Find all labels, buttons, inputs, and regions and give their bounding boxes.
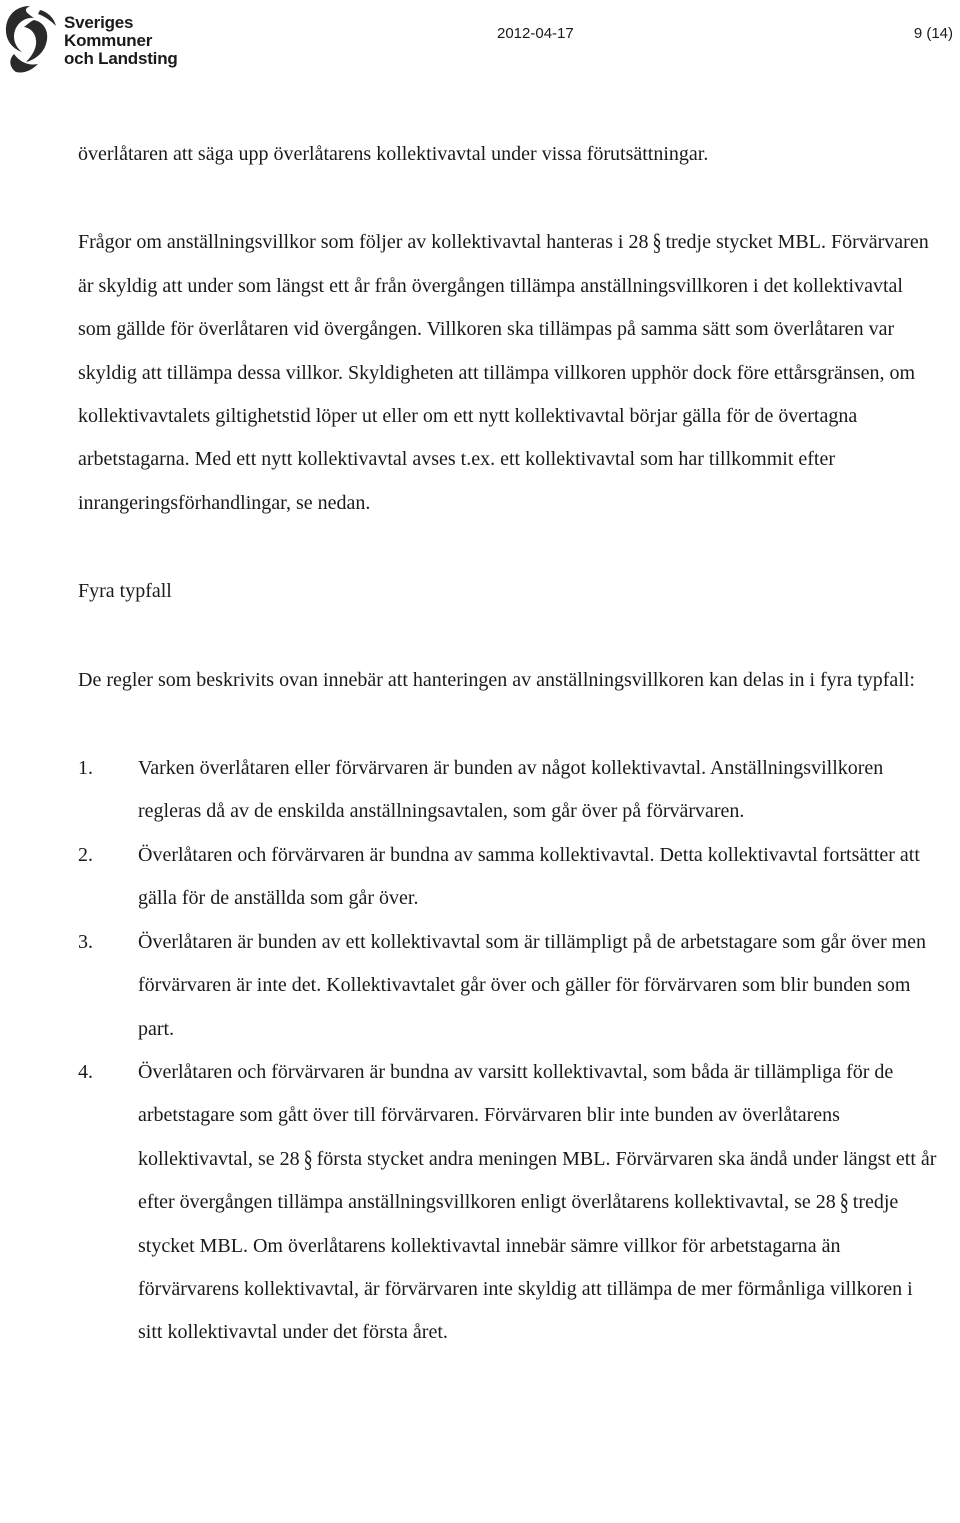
section-sign: § — [303, 1144, 313, 1172]
skl-logo-icon — [0, 2, 60, 76]
list-item-text-c: tredje stycket MBL. Om överlåtarens kollektivavtal innebär sämre villkor för arbetstagarna än förvärvarens kollektivavtal, är förvärvaren inte skyldig att tillämpa de mer förmånliga villkoren i sitt kollektivavtal under det första året. — [138, 1191, 913, 1344]
page-number: 9 (14) — [913, 25, 953, 42]
list-item — [78, 834, 940, 921]
page-header — [0, 0, 960, 80]
logo-line-2: Kommuner — [64, 31, 153, 50]
list-item-text: Överlåtaren och förvärvaren är bundna av samma kollektivavtal. Detta kollektivavtal fortsätter att gälla för de anställda som går över. — [138, 843, 920, 910]
list-item-text-b: första stycket andra meningen MBL. Förvärvaren ska ändå under längst ett år efter övergången tillämpa anställningsvillkoren enligt överlåtarens kollektivavtal, se 28 — [138, 1147, 937, 1214]
logo-line-3: och Landsting — [64, 49, 178, 68]
list-item — [78, 747, 940, 834]
list-item-text: Överlåtaren är bunden av ett kollektivavtal som är tillämpligt på de arbetstagare som går över men förvärvaren är inte det. Kollektivavtalet går över och gäller för förvärvaren som blir bunden som part. — [138, 930, 927, 1040]
list-item-number: 1. — [78, 757, 93, 780]
section-sign: § — [652, 228, 662, 256]
document-date: 2012-04-17 — [497, 25, 574, 42]
list-item — [78, 921, 940, 1051]
list-item-number: 3. — [78, 930, 93, 953]
document-body — [78, 133, 940, 1355]
paragraph-2-part-b: tredje stycket MBL. Förvärvaren är skyldig att under som längst ett år från övergången tillämpa anställningsvillkoren i det kollektivavtal som gällde för överlåtaren vid övergången. Villkoren ska tillämpas på samma sätt som överlåtaren var skyldig att tillämpa dessa villkor. Skyldigheten att tillämpa villkoren upphör dock före ettårsgränsen, om kollektivavtalets giltighetstid löper ut eller om ett nytt kollektivavtal börjar gälla för de övertagna arbetstagarna. Med ett nytt kollektivavtal avses t.ex. ett kollektivavtal som har tillkommit efter inrangeringsförhandlingar, se nedan. — [78, 231, 929, 514]
paragraph-2 — [78, 221, 940, 525]
list-item-number: 4. — [78, 1060, 93, 1083]
paragraph-3: De regler som beskrivits ovan innebär att hanteringen av anställningsvillkoren kan delas in i fyra typfall: — [78, 668, 915, 691]
paragraph-1: överlåtaren att säga upp överlåtarens kollektivavtal under vissa förutsättningar. — [78, 143, 709, 165]
section-sign: § — [839, 1188, 849, 1216]
logo-wordmark — [64, 14, 178, 68]
typfall-list — [78, 747, 940, 1355]
organization-logo — [0, 2, 185, 76]
list-item-text: Varken överlåtaren eller förvärvaren är bunden av något kollektivavtal. Anställningsvillkoren regleras då av de enskilda anställningsavtalen, som går över på förvärvaren. — [138, 757, 884, 823]
list-item-text-a: Överlåtaren och förvärvaren är bundna av varsitt kollektivavtal, som båda är tillämpliga för de arbetstagare som gått över till förvärvaren. Förvärvaren blir inte bunden av överlåtarens kollektivavtal, se 28 — [138, 1060, 894, 1170]
paragraph-2-part-a: Frågor om anställningsvillkor som följer av kollektivavtal hanteras i 28 — [78, 231, 649, 254]
section-heading: Fyra typfall — [78, 580, 172, 603]
list-item — [78, 1051, 940, 1355]
logo-line-1: Sveriges — [64, 13, 134, 32]
list-item-number: 2. — [78, 843, 93, 866]
